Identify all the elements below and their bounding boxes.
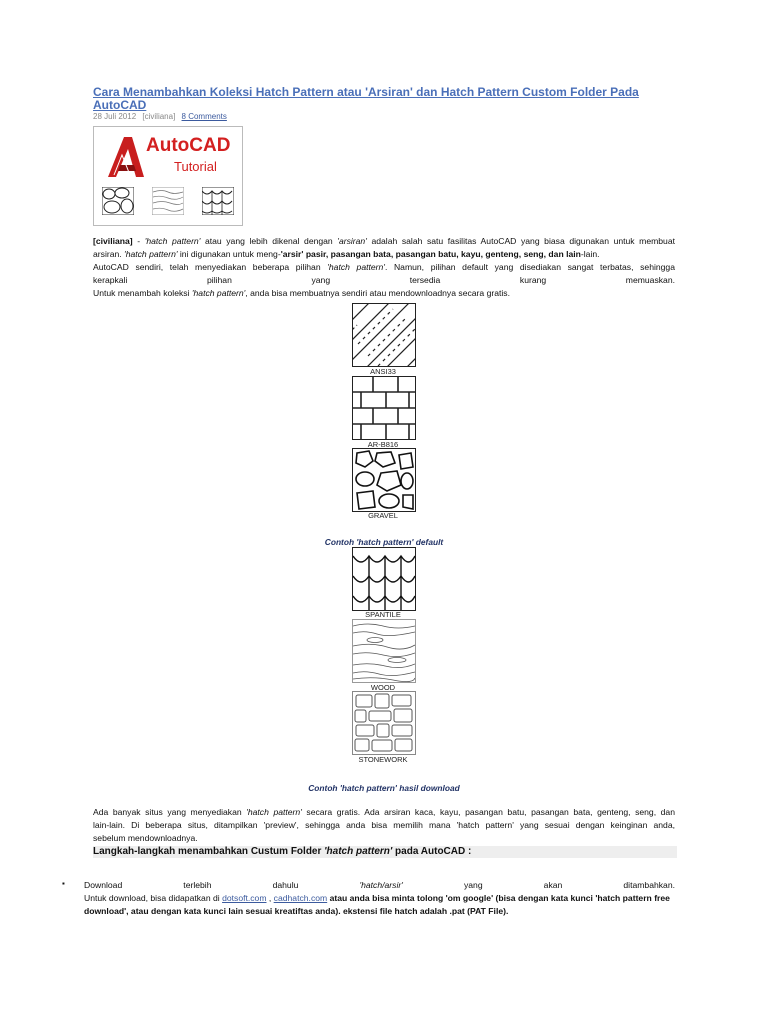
wood-label: WOOD xyxy=(370,683,396,692)
gravel-label: GRAVEL xyxy=(368,511,398,520)
intro-line-1: [civiliana] - 'hatch pattern' atau yang lebih dikenal dengan 'arsiran' adalah salah satu fasilitas AutoCAD yang biasa digunakan untuk membuat xyxy=(93,236,675,246)
sites-line-2: lain-lain. Di beberapa situs, ditampilkan 'preview', sehingga anda bisa memilih mana 'hatch pattern' yang sesuai dengan keinginan anda, xyxy=(93,820,675,830)
sites-line-3: sebelum mendownloadnya. xyxy=(93,833,198,843)
wood-swatch-icon xyxy=(152,187,184,215)
bullet-marker: ▪ xyxy=(62,879,65,888)
ansi33-label: ANSI33 xyxy=(370,367,396,376)
ar-b816-label: AR-B816 xyxy=(367,440,399,449)
intro-line-5: Untuk menambah koleksi 'hatch pattern', anda bisa membuatnya sendiri atau mendownloadnya secara gratis. xyxy=(93,288,510,298)
autocad-tutorial-logo xyxy=(93,126,243,226)
step-1-download-line: Untuk download, bisa didapatkan di dotsoft.com , cadhatch.com atau anda bisa minta tolong 'om google' (bisa dengan kata kunci 'hatch pattern free xyxy=(84,893,670,903)
intro-line-4: kerapkali pilihan yang tersedia kurang memuaskan. xyxy=(93,275,675,285)
logo-brand: AutoCAD xyxy=(146,135,231,156)
sites-paragraph xyxy=(93,806,675,845)
steps-heading: Langkah-langkah menambahkan Custum Folder 'hatch pattern' pada AutoCAD : xyxy=(93,846,677,858)
cadhatch-link[interactable]: cadhatch.com xyxy=(273,893,328,903)
spantile-swatch-icon xyxy=(202,187,234,215)
autocad-logo-icon xyxy=(104,135,146,179)
caption-downloaded-patterns: Contoh 'hatch pattern' hasil download xyxy=(308,783,460,793)
steps-list xyxy=(84,879,675,918)
article-date: 28 Juli 2012 xyxy=(93,112,137,121)
stonework-pattern-image xyxy=(352,691,416,755)
stonework-label: STONEWORK xyxy=(358,755,408,764)
logo-subtitle: Tutorial xyxy=(174,159,217,174)
gravel-swatch-icon xyxy=(102,187,134,215)
gravel-pattern-image xyxy=(352,448,416,512)
ansi33-pattern-image xyxy=(352,303,416,367)
dotsoft-link[interactable]: dotsoft.com xyxy=(222,893,267,903)
caption-default-patterns: Contoh 'hatch pattern' default xyxy=(324,537,444,547)
article-title-link[interactable]: Cara Menambahkan Koleksi Hatch Pattern atau 'Arsiran' dan Hatch Pattern Custom Folder Pada AutoCAD xyxy=(93,85,639,112)
intro-line-2: arsiran. 'hatch pattern' ini digunakan untuk meng-'arsir' pasir, pasangan bata, pasangan batu, kayu, genteng, seng, dan lain-lain. xyxy=(93,249,600,259)
step-1-extension-line: download', atau dengan kata kunci lain sesuai kreatiftas anda). ekstensi file hatch adalah .pat (PAT File). xyxy=(84,906,509,916)
step-1-line: Download terlebih dahulu 'hatch/arsir' yang akan ditambahkan. xyxy=(84,880,675,890)
comments-link[interactable]: 8 Comments xyxy=(181,112,227,121)
intro-line-3: AutoCAD sendiri, telah menyediakan beberapa pilihan 'hatch pattern'. Namun, pilihan default yang disediakan sangat terbatas, sehingga xyxy=(93,262,675,272)
intro-paragraph xyxy=(93,235,675,300)
ar-b816-pattern-image xyxy=(352,376,416,440)
wood-pattern-image xyxy=(352,619,416,683)
spantile-pattern-image xyxy=(352,547,416,611)
article-meta xyxy=(93,112,227,121)
article-author: [civiliana] xyxy=(142,112,176,121)
spantile-label: SPANTILE xyxy=(365,610,401,619)
sites-line-1: Ada banyak situs yang menyediakan 'hatch pattern' secara gratis. Ada arsiran kaca, kayu, pasangan batu, pasangan bata, genteng, seng, dan xyxy=(93,807,675,817)
